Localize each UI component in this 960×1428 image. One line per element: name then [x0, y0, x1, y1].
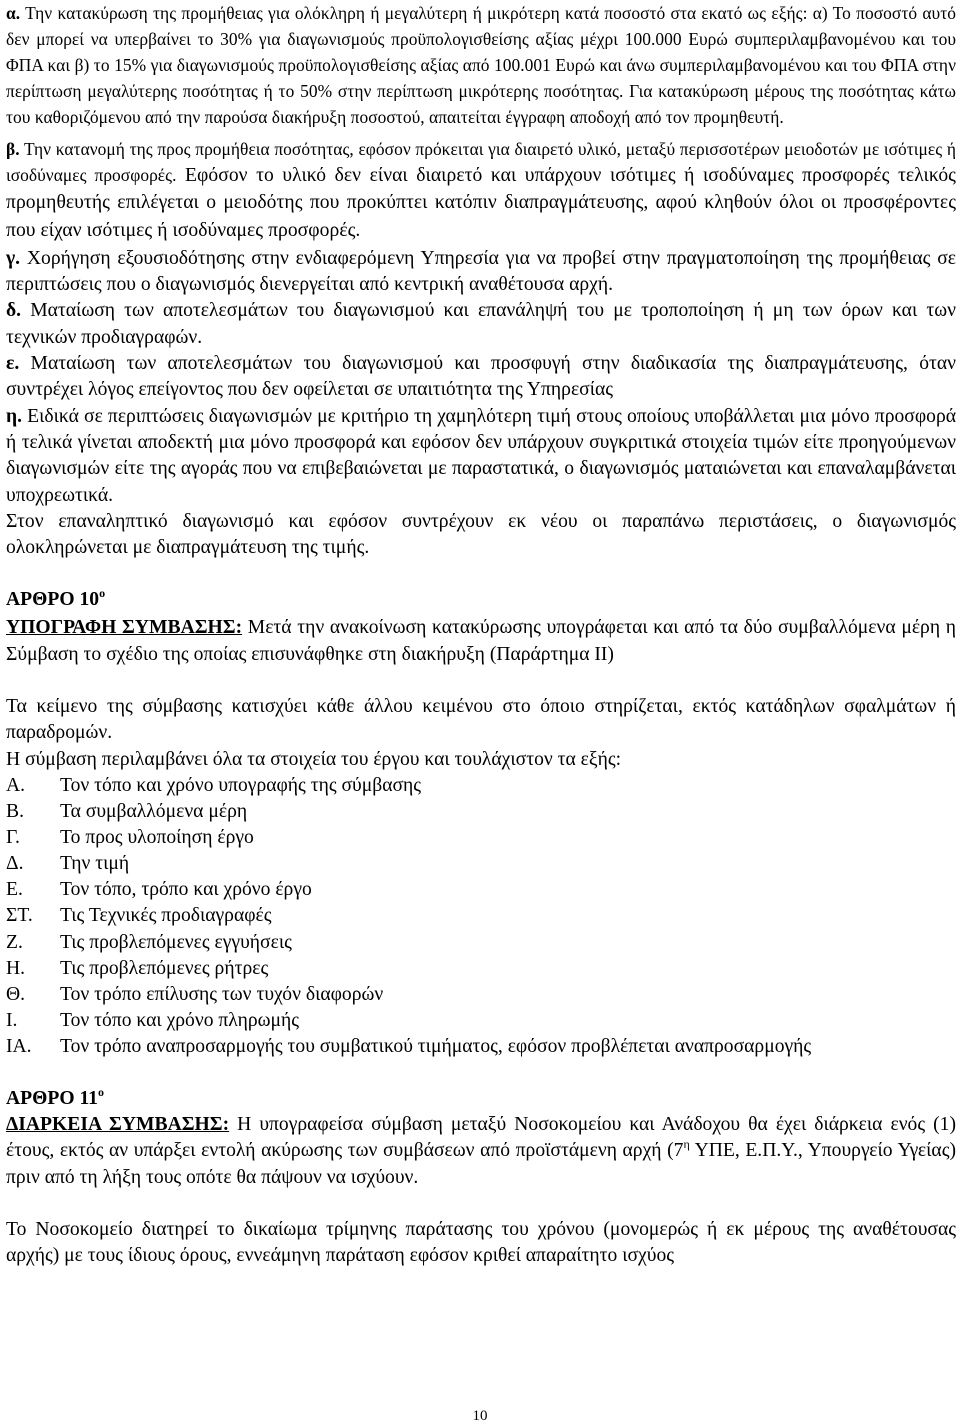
contract-item-letter: Ε. [6, 879, 23, 901]
paragraph-gamma [6, 246, 956, 299]
article-10-title-text: Μετά την ανακοίνωση κατακύρωσης υπογράφεται και από τα δύο συμβαλλόμενα μέρη η Σύμβαση το σχέδιο της οποίας επισυνάφθηκε στη διακήρυξη (Παράρτημα ΙΙ) [6, 617, 956, 665]
contract-item-text: Τον τόπο και χρόνο υπογραφής της σύμβασης [60, 774, 422, 796]
article-11-title-text: Η υπογραφείσα σύμβαση μεταξύ Νοσοκομείου και Ανάδοχου θα έχει διάρκεια ενός (1) έτους, εκτός αν υπάρξει εντολή ακύρωσης των συμβάσεων από προϊστάμενη αρχή (7 [6, 1113, 956, 1162]
paragraph-alpha [6, 0, 956, 130]
article-11-title: ΔΙΑΡΚΕΙΑ ΣΥΜΒΑΣΗΣ: [6, 1113, 230, 1135]
contract-item-letter: ΙΑ. [6, 1035, 32, 1057]
contract-item [6, 825, 956, 851]
article-11-heading-text: ΑΡΘΡΟ 11 [6, 1087, 98, 1109]
contract-item-letter: Γ. [6, 827, 20, 849]
article-11-heading-sup: ο [97, 1084, 104, 1099]
article-11-title-sup: η [683, 1137, 690, 1152]
contract-item-text: Τα συμβαλλόμενα μέρη [60, 801, 248, 823]
label-beta: β. [6, 139, 20, 159]
contract-item [6, 851, 956, 877]
contract-item-letter: Δ. [6, 853, 24, 875]
article-10-title-paragraph [6, 615, 956, 668]
text-alpha: Την κατακύρωση της προμήθειας για ολόκληρη ή μεγαλύτερη ή μικρότερη κατά ποσοστό στα εκατό ως εξής: α) Το ποσοστό αυτό δεν μπορεί να υπερβαίνει το 30% για διαγωνισμούς προϋπολογισθείσης αξίας μέχρι 100.000 Ευρώ συμπεριλαμβανομένου και του ΦΠΑ και β) το 15% για διαγωνισμούς προϋπολογισθείσης αξίας από 100.001 Ευρώ και άνω συμπεριλαμβανομένου και του ΦΠΑ στην περίπτωση μεγαλύτερης ποσότητας ή το 50% στην περίπτωση μικρότερης ποσότητας. Για κατακύρωση μέρους της ποσότητας κάτω του καθοριζόμενου από την παρούσα διακήρυξη ποσοστού, απαιτείται έγγραφη αποδοχή από τον προμηθευτή. [6, 3, 956, 127]
article-10-title: ΥΠΟΓΡΑΦΗ ΣΥΜΒΑΣΗΣ: [6, 617, 243, 639]
contract-item-letter: Ι. [6, 1009, 18, 1031]
contract-item-text: Τον τρόπο επίλυσης των τυχόν διαφορών [60, 983, 384, 1005]
text-beta: Την κατανομή της προς προμήθεια ποσότητας, εφόσον πρόκειται για διαιρετό υλικό, μεταξύ περισσοτέρων μειοδοτών με ισότιμες ή ισοδύναμες προσφορές. [6, 139, 956, 185]
contract-item-letter: ΣΤ. [6, 905, 33, 927]
article-10-heading [6, 587, 956, 613]
article-11-para: Το Νοσοκομείο διατηρεί το δικαίωμα τρίμηνης παράτασης του χρόνου (μονομερώς ή εκ μέρους της αναθέτουσας αρχής) με τους ίδιους όρους, εννεάμηνη παράταση εφόσον κριθεί απαραίτητο ισχύος [6, 1218, 956, 1267]
paragraph-beta [6, 136, 956, 244]
contract-item-text: Την τιμή [60, 853, 130, 875]
paragraph-repeat: Στον επαναληπτικό διαγωνισμό και εφόσον συντρέχουν εκ νέου οι παραπάνω περιστάσεις, ο διαγωνισμός ολοκληρώνεται με διαπραγμάτευση της τιμής. [6, 510, 956, 559]
contract-item-text: Τον τόπο, τρόπο και χρόνο έργο [60, 879, 312, 901]
label-delta: δ. [6, 300, 22, 322]
text-beta-cont: Εφόσον το υλικό δεν είναι διαιρετό και υπάρχουν ισότιμες ή ισοδύναμες προσφορές τελικός προμηθευτής επιλέγεται ο μειοδότης που προκύπτει κατόπιν διαπραγμάτευσης, αφού κληθούν όλοι οι προσφέροντες που είχαν ισότιμες ή ισοδύναμες προσφορές. [6, 165, 956, 241]
paragraph-epsilon [6, 351, 956, 404]
text-epsilon: Ματαίωση των αποτελεσμάτων του διαγωνισμού και προσφυγή στην διαδικασία της διαπραγμάτευσης, όταν συντρέχει λόγος επείγοντος που δεν οφείλεται σε υπαιτιότητα της Υπηρεσίας [6, 353, 956, 401]
contract-item [6, 773, 956, 799]
article-11-title-text-end: ΥΠΕ, Ε.Π.Υ., Υπουργείο Υγείας) πριν από τη λήξη τους οπότε θα πάψουν να ισχύουν. [6, 1140, 956, 1188]
paragraph-eta [6, 404, 956, 509]
contract-item [6, 956, 956, 982]
label-alpha: α. [6, 3, 21, 23]
contract-item-text: Τον τρόπο αναπροσαρμογής του συμβατικού τιμήματος, εφόσον προβλέπεται αναπροσαρμογής [60, 1035, 812, 1057]
label-eta: η. [6, 405, 23, 427]
contract-item [6, 877, 956, 903]
article-10-para1: Τα κείμενο της σύμβασης κατισχύει κάθε άλλου κειμένου στο όποιο στηρίζεται, εκτός κατάδηλων σφαλμάτων ή παραδρομών. [6, 696, 956, 744]
contract-item [6, 1008, 956, 1034]
contract-items-list [6, 773, 956, 1060]
label-gamma: γ. [6, 247, 21, 269]
contract-item-text: Τον τόπο και χρόνο πληρωμής [60, 1009, 300, 1031]
article-10-heading-sup: ο [99, 586, 106, 601]
contract-item [6, 799, 956, 825]
article-10-para2: Η σύμβαση περιλαμβάνει όλα τα στοιχεία του έργου και τουλάχιστον τα εξής: [6, 748, 622, 770]
paragraph-delta [6, 298, 956, 351]
article-11-heading [6, 1086, 956, 1112]
text-eta: Ειδικά σε περιπτώσεις διαγωνισμών με κριτήριο τη χαμηλότερη τιμή στους οποίους υποβάλλεται μια μόνο προσφορά ή τελικά γίνεται αποδεκτή μια μόνο προσφορά και εφόσον δεν υπάρχουν συγκριτικά στοιχεία τιμών είτε προηγούμενων διαγωνισμών είτε της αγοράς που να επιβεβαιώνεται με παραστατικά, ο διαγωνισμός ματαιώνεται και επαναλαμβάνεται υποχρεωτικά. [6, 405, 956, 506]
contract-item-letter: Α. [6, 774, 26, 796]
contract-item [6, 930, 956, 956]
contract-item-letter: Ζ. [6, 931, 23, 953]
page-number: 10 [472, 1408, 488, 1424]
article-11-title-paragraph [6, 1112, 956, 1191]
contract-item-text: Τις Τεχνικές προδιαγραφές [60, 905, 272, 927]
contract-item [6, 982, 956, 1008]
text-delta: Ματαίωση των αποτελεσμάτων του διαγωνισμού και επανάληψή του με τροποποίηση ή μη των όρων και των τεχνικών προδιαγραφών. [6, 300, 956, 348]
text-gamma: Χορήγηση εξουσιοδότησης στην ενδιαφερόμενη Υπηρεσία για να προβεί στην πραγματοποίηση της προμήθειας σε περιπτώσεις που ο διαγωνισμός διενεργείται από κεντρική αναθέτουσα αρχή. [6, 247, 956, 296]
article-10-heading-text: ΑΡΘΡΟ 10 [6, 589, 100, 611]
label-epsilon: ε. [6, 353, 20, 375]
contract-item-text: Τις προβλεπόμενες εγγυήσεις [60, 931, 292, 953]
contract-item-letter: Θ. [6, 983, 26, 1005]
document-page [6, 0, 956, 1269]
contract-item-letter: Η. [6, 957, 26, 979]
contract-item-letter: Β. [6, 801, 24, 823]
contract-item-text: Τις προβλεπόμενες ρήτρες [60, 957, 269, 979]
contract-item [6, 903, 956, 929]
contract-item [6, 1034, 956, 1060]
contract-item-text: Το προς υλοποίηση έργο [60, 827, 254, 849]
